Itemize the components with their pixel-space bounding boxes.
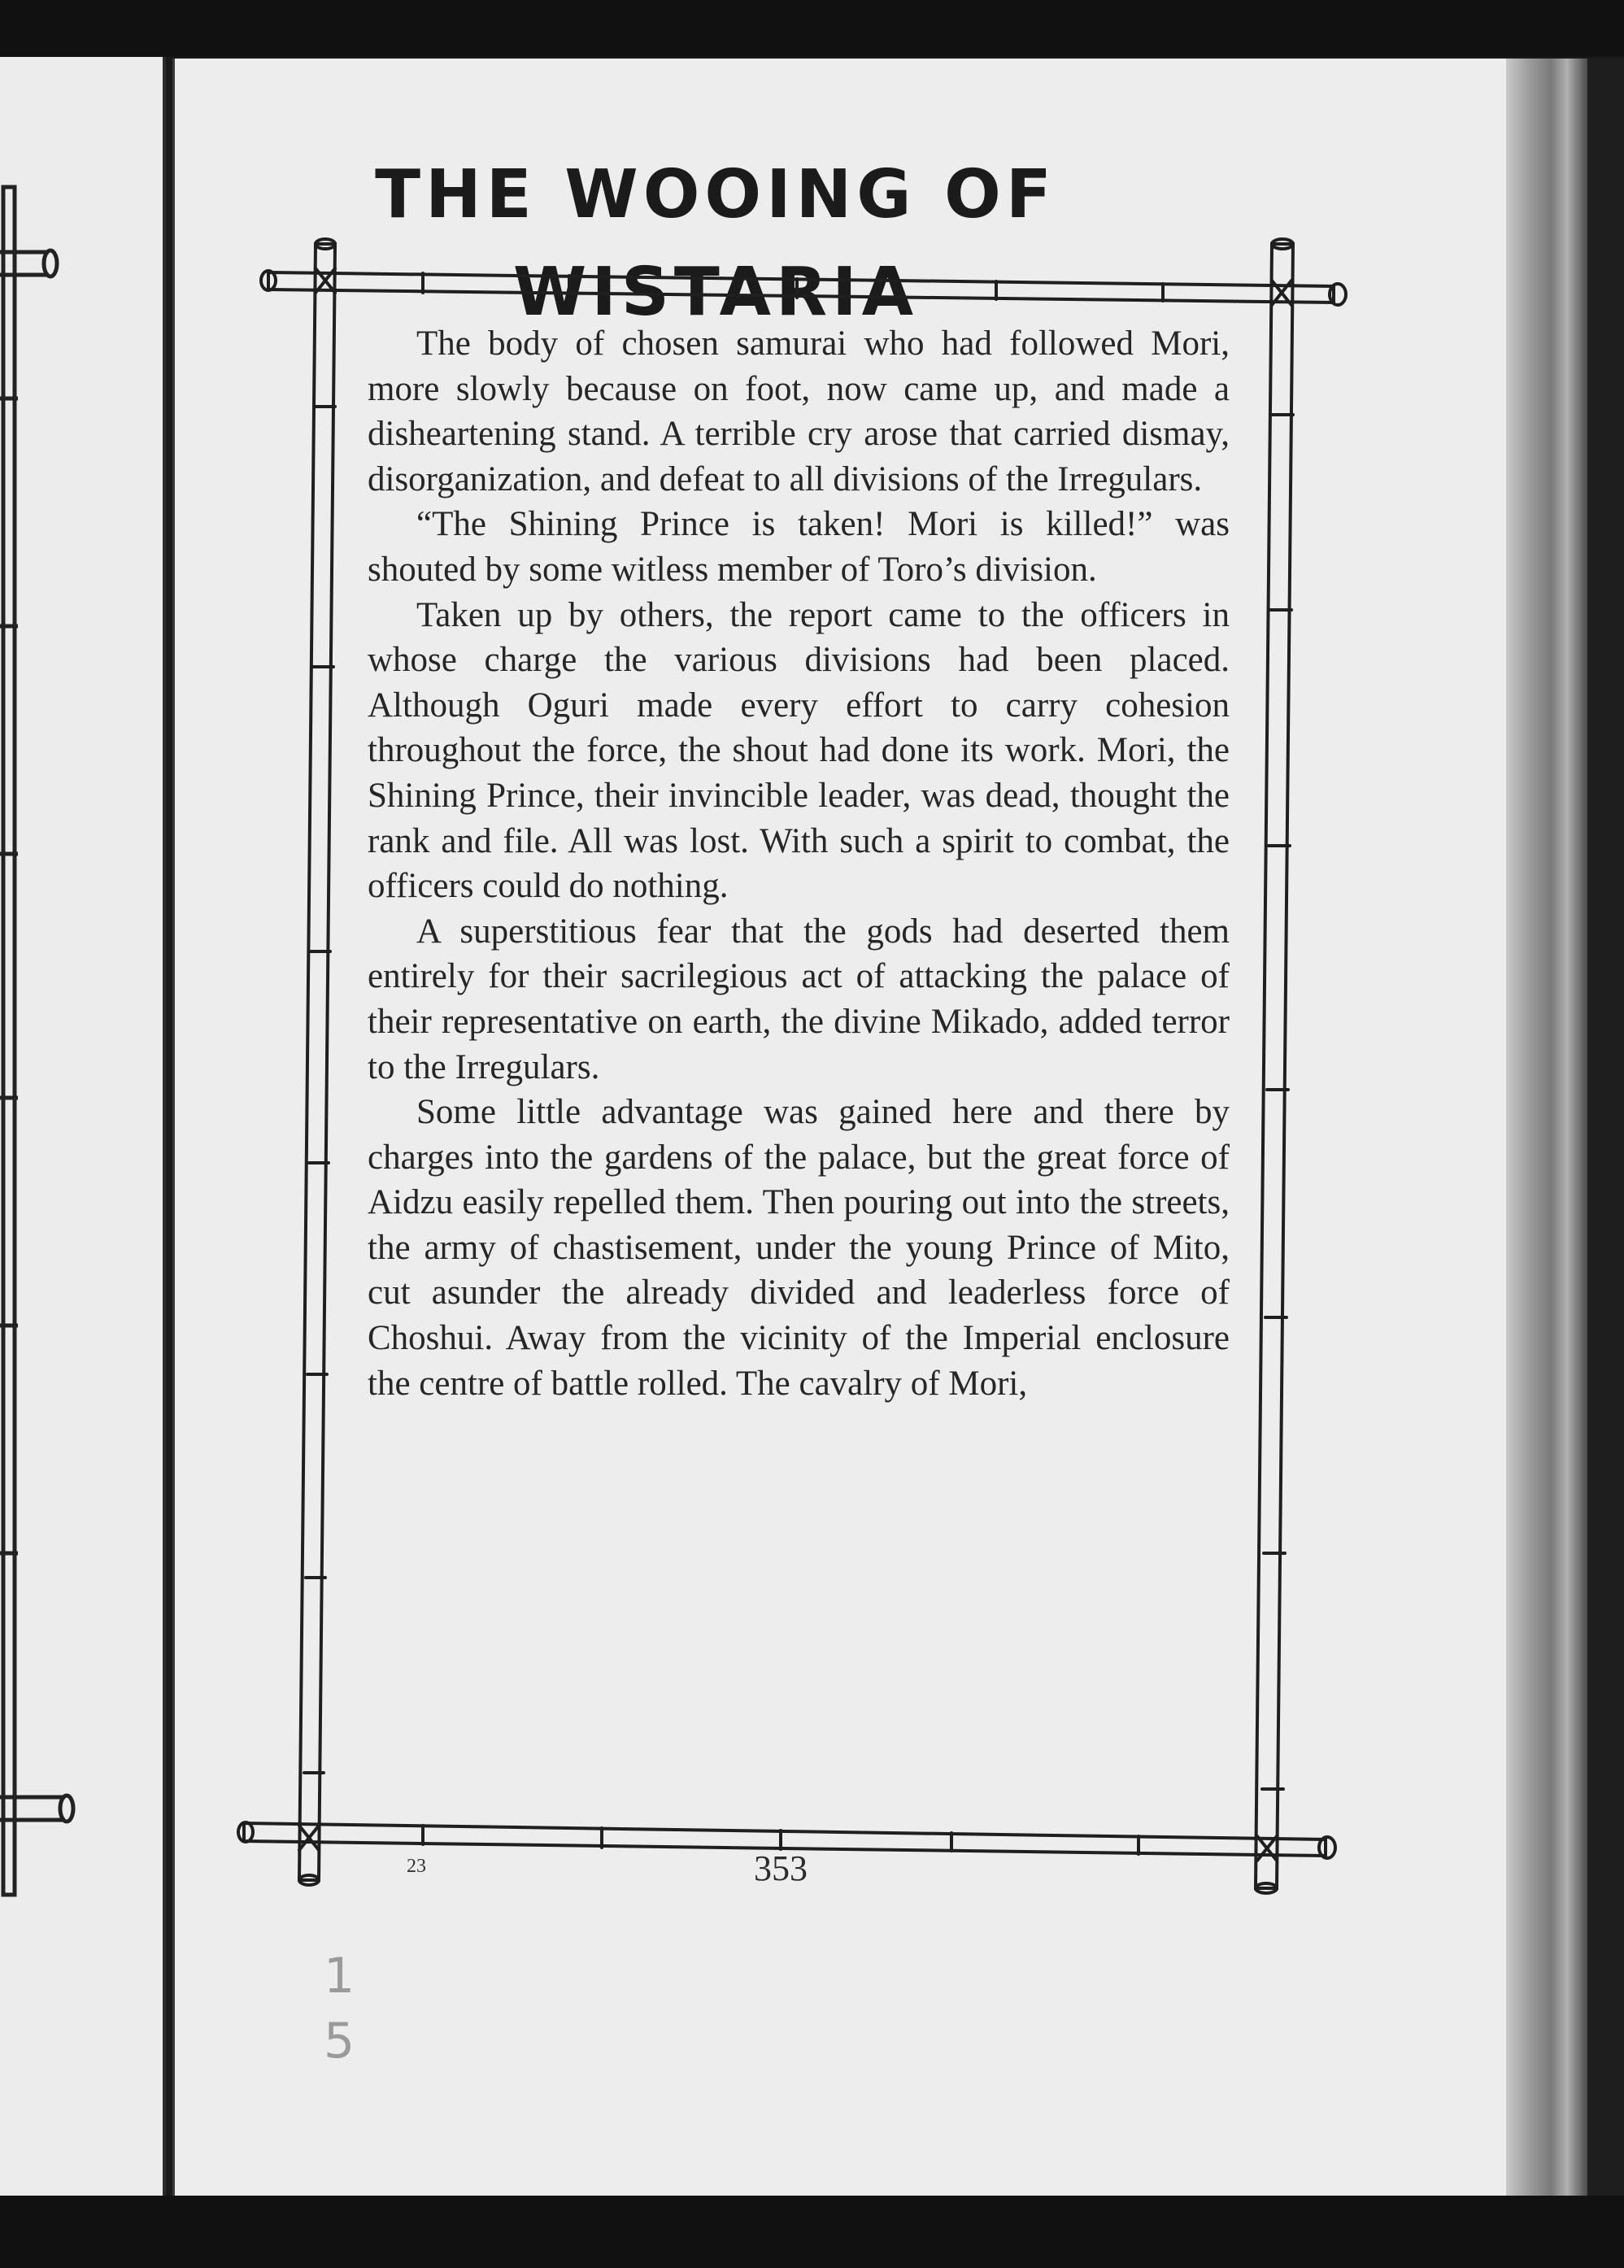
pencil-note: 1: [324, 1948, 355, 2005]
body-text: [368, 321, 1230, 1406]
pencil-notes: [324, 1944, 355, 2074]
running-head: THE WOOING OF WISTARIA: [375, 156, 1056, 331]
paragraph: “The Shining Prince is taken! Mori is killed!” was shouted by some witless member of Toro’s division.: [368, 505, 1230, 589]
scan-border-bottom: [0, 2196, 1624, 2268]
signature-mark: 23: [407, 1856, 426, 1877]
paragraph: The body of chosen samurai who had followed Mori, more slowly because on foot, now came up, and made a disheartening stand. A terrible cry arose that carried dismay, disorganization, and defeat to all divisions of the Irregulars.: [368, 324, 1230, 498]
paragraph: A superstitious fear that the gods had deserted them entirely for their sacrilegious act of attacking the palace of their representative on earth, the divine Mikado, added terror to the Irregulars.: [368, 912, 1230, 1086]
page-number: 353: [754, 1848, 808, 1888]
pencil-note: 5: [324, 2013, 355, 2070]
paragraph: Some little advantage was gained here and there by charges into the gardens of the palace, but the great force of Aidzu easily repelled them. Then pouring out into the streets, the army of chastisement, under the young Prince of Mito, cut asunder the already divided and leaderless force of Choshui. Away from the vicinity of the Imperial enclosure the centre of battle rolled. The cavalry of Mori,: [368, 1093, 1230, 1403]
paragraph: Taken up by others, the report came to the officers in whose charge the various divisions had been placed. Although Oguri made every effort to carry cohesion throughout the force, the shout had done its work. Mori, the Shining Prince, their invincible leader, was dead, thought the rank and file. All was lost. With such a spirit to combat, the officers could do nothing.: [368, 595, 1230, 906]
